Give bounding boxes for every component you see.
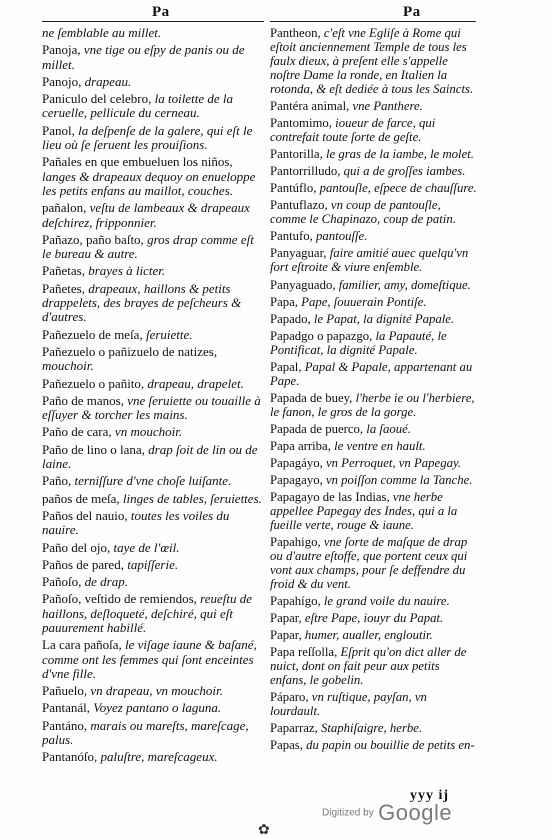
- entry-definition: le Papat, la dignité Papale.: [313, 311, 455, 326]
- entry-headword: Pañezuelo de meſa,: [42, 326, 143, 342]
- signature-mark: yyy ij: [410, 788, 450, 803]
- entry-definition: le ventre en hault.: [334, 438, 426, 453]
- dictionary-entry: [270, 312, 478, 326]
- entry-definition: drap ſoit de lin ou de laine.: [42, 441, 258, 472]
- entry-headword: Pantanóſo,: [42, 749, 98, 765]
- entry-headword: Papa reſſolla,: [270, 645, 338, 660]
- entry-definition: marais ou mareſts, mareſcage, palus.: [42, 717, 249, 748]
- entry-headword: La cara pañoſa,: [42, 637, 122, 653]
- digitized-watermark: [322, 800, 452, 826]
- entry-headword: Papa arriba,: [270, 438, 331, 453]
- entry-headword: paños de meſa,: [42, 490, 120, 506]
- entry-definition: Voyez pantano o laguna.: [93, 700, 222, 716]
- dictionary-entry: [270, 360, 478, 388]
- entry-definition: faire amitié auec quelqu'vn fort eſtroite & viure enſemble.: [270, 246, 469, 275]
- entry-definition: la deſpenſe de la galere, qui eſt le lieu où ſe ſeruent les prouiſions.: [42, 122, 253, 153]
- entry-headword: Pañezuelo o pañizuelo de natizes,: [42, 343, 218, 359]
- entry-headword: Papahigo,: [270, 535, 321, 549]
- entry-definition: vne Panthere.: [352, 99, 423, 114]
- entry-headword: Paniculo del celebro,: [42, 91, 152, 107]
- dictionary-entry: [42, 719, 264, 748]
- entry-definition: mouchoir.: [42, 358, 94, 374]
- dictionary-entry: [42, 92, 264, 121]
- dictionary-entry: [42, 492, 264, 506]
- dictionary-entry: [42, 124, 264, 153]
- entry-headword: Papagayo de las Indias,: [270, 489, 390, 504]
- running-header-right: Pa: [403, 4, 421, 20]
- entry-definition: vn poiſſon comme la Tanche.: [325, 472, 473, 487]
- dictionary-entry: [270, 147, 478, 161]
- entry-definition: vne tige ou eſpy de panis ou de millet.: [42, 42, 245, 72]
- entry-headword: Pañetas,: [42, 263, 85, 279]
- entry-definition: brayes à licter.: [88, 263, 166, 279]
- entry-headword: Paño de lino o lana,: [42, 441, 145, 457]
- dictionary-entry: [270, 391, 478, 419]
- entry-definition: la ſaoué.: [366, 421, 411, 436]
- entry-definition: toutes les voiles du nauire.: [42, 507, 230, 538]
- watermark-prefix: Digitized by: [322, 807, 374, 819]
- dictionary-entry: [42, 558, 264, 572]
- entry-definition: vn drapeau, vn mouchoir.: [90, 683, 223, 699]
- entry-definition: vne herbe appellee Papegay des Indes, qui a la fueille verte, rouge & iaune.: [270, 489, 458, 532]
- dictionary-entry: [270, 164, 478, 178]
- entry-headword: Pañezuelo o pañito,: [42, 375, 145, 391]
- entry-headword: Pañuelo,: [42, 683, 88, 699]
- entry-headword: Pañoſo,: [42, 574, 82, 590]
- dictionary-entry: [270, 198, 478, 226]
- entry-headword: Paños de pared,: [42, 556, 124, 572]
- entry-headword: Pantorilla,: [270, 147, 323, 162]
- entry-headword: Paño de manos,: [42, 392, 124, 408]
- dictionary-entry: [270, 721, 478, 735]
- dictionary-entry: [42, 638, 264, 681]
- entry-headword: Papar,: [270, 611, 302, 626]
- dictionary-entry: [270, 422, 478, 436]
- header-rule-right: [270, 21, 476, 22]
- dictionary-entry: [42, 264, 264, 278]
- entry-headword: Pañoſo, veſtido de remiendos,: [42, 591, 197, 607]
- entry-definition: la Papauté, le Pontificat, la dignité Papale.: [270, 328, 447, 357]
- dictionary-entry: [270, 295, 478, 309]
- entry-headword: Pantanál,: [42, 700, 91, 716]
- entry-headword: Panyaguar,: [270, 246, 327, 261]
- dictionary-entry: [270, 246, 478, 274]
- google-logo: Google: [378, 800, 453, 825]
- dictionary-entry: [270, 181, 478, 195]
- entry-headword: Paños del nauio,: [42, 507, 128, 523]
- entry-definition: Papal & Papale, appartenant au Pape.: [270, 359, 473, 388]
- entry-headword: Panojo,: [42, 73, 82, 89]
- entry-definition: terniſſure d'vne choſe luiſante.: [74, 473, 232, 489]
- entry-definition: du papin ou bouillie de petits en-: [306, 738, 475, 753]
- entry-headword: Paño del ojo,: [42, 539, 111, 555]
- dictionary-entry: [42, 701, 264, 715]
- entry-headword: pañalon,: [42, 200, 87, 216]
- dictionary-entry: [270, 99, 478, 113]
- entry-definition: vn Perroquet, vn Papegay.: [325, 455, 462, 470]
- entry-headword: Paño,: [42, 473, 72, 489]
- dictionary-entry: [270, 456, 478, 470]
- dictionary-entry: [270, 611, 478, 625]
- entry-definition: langes & drapeaux dequoy on enueloppe les petits enfans au maillot, couches.: [42, 168, 256, 198]
- left-column: [42, 26, 264, 768]
- dictionary-entry: [42, 43, 264, 72]
- entry-headword: Pantúflo,: [270, 181, 317, 196]
- entry-headword: Páparo,: [270, 690, 309, 705]
- entry-headword: Panol,: [42, 122, 75, 138]
- dictionary-entry: [42, 750, 264, 764]
- entry-headword: Pantomimo,: [270, 116, 332, 131]
- entry-headword: Panyaguado,: [270, 277, 336, 292]
- entry-definition: Staphiſaigre, herbe.: [320, 721, 423, 736]
- entry-definition: drapeau.: [84, 73, 132, 89]
- entry-headword: Pañazo, paño baſto,: [42, 231, 144, 247]
- entry-definition: vn ruſtique, payſan, vn lourdault.: [270, 690, 427, 719]
- dictionary-entry: [42, 394, 264, 423]
- dictionary-entry: [42, 592, 264, 635]
- entry-definition: pantouſſe.: [316, 229, 368, 244]
- dictionary-entry: [270, 645, 478, 687]
- dictionary-entry: [42, 155, 264, 198]
- dictionary-entry: [42, 474, 264, 488]
- entry-definition: ioueur de farce, qui contrefait toute ſorte de geſte.: [270, 116, 436, 145]
- entry-definition: paluſtre, mareſcageux.: [100, 749, 218, 765]
- entry-headword: Papado,: [270, 311, 311, 326]
- dictionary-entry: [270, 690, 478, 718]
- entry-definition: familier, amy, domeſtique.: [338, 277, 471, 292]
- entry-headword: Pantufo,: [270, 229, 313, 244]
- entry-definition: de drap.: [84, 574, 128, 590]
- entry-headword: Panoja,: [42, 42, 81, 58]
- entry-headword: Papal,: [270, 359, 302, 374]
- entry-definition: humer, aualler, engloutir.: [304, 628, 433, 643]
- entry-headword: Papa,: [270, 294, 298, 309]
- dictionary-entry: [42, 201, 264, 230]
- running-header-left: Pa: [152, 4, 170, 20]
- entry-definition: gros drap comme eſt le bureau & autre.: [42, 231, 254, 262]
- dictionary-entry: [42, 328, 264, 342]
- entry-headword: Paño de cara,: [42, 424, 112, 440]
- dictionary-entry: [270, 535, 478, 591]
- entry-definition: vne ſeruiette ou touaille à eſſuyer & torcher les mains.: [42, 392, 261, 423]
- entry-headword: Pantuflazo,: [270, 198, 328, 213]
- dictionary-entry: [42, 509, 264, 538]
- entry-definition: eſtre Pape, iouyr du Papat.: [304, 611, 444, 626]
- entry-headword: Pantheon,: [270, 26, 321, 40]
- dictionary-entry: [270, 738, 478, 752]
- entry-definition: le grand voile du nauire.: [323, 594, 450, 609]
- entry-definition: taye de l'œil.: [113, 539, 180, 555]
- dictionary-entry: [270, 329, 478, 357]
- entry-headword: Papada de puerco,: [270, 421, 364, 436]
- dictionary-entry: [270, 594, 478, 608]
- entry-definition: ne ſemblable au millet.: [42, 25, 162, 40]
- entry-headword: Papagáyo,: [270, 455, 323, 470]
- entry-definition: Pape, ſouuerain Pontiſe.: [301, 294, 427, 309]
- entry-definition: drapeau, drapelet.: [147, 375, 244, 391]
- dictionary-entry: [42, 377, 264, 391]
- entry-headword: Pantéra animal,: [270, 99, 350, 114]
- entry-headword: Papar,: [270, 628, 302, 643]
- dictionary-entry: [270, 439, 478, 453]
- entry-definition: vne ſorte de maſque de drap ou d'autre eſtoffe, que portent ceux qui vont aux champs, pour ſe deffendre du froid & du vent.: [270, 535, 468, 592]
- header-rule-left: [42, 21, 264, 22]
- ornament-mark: ✿: [258, 823, 270, 838]
- dictionary-entry: [42, 425, 264, 439]
- entry-definition: drapeaux, haillons & petits drappelets, des brayes de peſcheurs & d'autres.: [42, 280, 242, 325]
- entry-definition: pantouſle, eſpece de chauſſure.: [319, 181, 477, 196]
- dictionary-entry: [42, 75, 264, 89]
- dictionary-entry: [42, 443, 264, 472]
- entry-definition: c'eſt vne Egliſe à Rome qui eſtoit anciennement Temple de tous les faulx dieux, à preſent elle s'appelle noſtre Dame la ronde, en Italien la rotonda, & eſt dediée à tous les Saincts.: [270, 26, 474, 97]
- dictionary-entry: [42, 541, 264, 555]
- entry-headword: Pañetes,: [42, 280, 85, 296]
- entry-definition: l'herbe ie ou l'herbiere, le fanon, le gros de la gorge.: [270, 390, 475, 419]
- entry-headword: Papahígo,: [270, 594, 321, 609]
- entry-definition: la toilette de la ceruelle, pellicule du cerneau.: [42, 91, 233, 121]
- entry-headword: Papadgo o papazgo,: [270, 328, 373, 343]
- entry-headword: Papada de buey,: [270, 390, 353, 405]
- entry-headword: Pantáno,: [42, 717, 88, 733]
- dictionary-entry: [42, 684, 264, 698]
- entry-definition: le viſage iaune & baſané, comme ont les femmes qui ſont enceintes d'vne fille.: [42, 637, 257, 681]
- entry-definition: vn mouchoir.: [114, 424, 183, 440]
- right-column: [270, 26, 478, 755]
- dictionary-entry: [270, 628, 478, 642]
- dictionary-entry: [270, 229, 478, 243]
- entry-definition: Eſprit qu'on dict aller de nuict, dont on fait peur aux petits enfans, le gobelin.: [270, 645, 467, 688]
- dictionary-entry: [270, 116, 478, 144]
- entry-definition: reueſtu de haillons, deſloqueté, deſchiré, qui eſt pauurement habillé.: [42, 591, 253, 635]
- dictionary-entry: [42, 345, 264, 374]
- entry-definition: linges de tables, ſeruiettes.: [122, 490, 262, 506]
- dictionary-entry: [270, 473, 478, 487]
- dictionary-entry: [42, 575, 264, 589]
- entry-definition: veſtu de lambeaux & drapeaux deſchirez, fripponnier.: [42, 200, 250, 230]
- entry-headword: Paparraz,: [270, 721, 318, 736]
- entry-definition: tapiſſerie.: [127, 556, 179, 572]
- dictionary-entry: [270, 490, 478, 532]
- entry-definition: le gras de la iambe, le molet.: [325, 147, 474, 162]
- dictionary-entry: [270, 278, 478, 292]
- dictionary-entry: [270, 26, 478, 96]
- entry-definition: vn coup de pantouſle, comme le Chapinazo, coup de patin.: [270, 198, 456, 227]
- entry-definition: qui a de groſſes iambes.: [343, 164, 466, 179]
- entry-headword: Pantorrilludo,: [270, 164, 341, 179]
- entry-headword: Pañales en que embueluen los niños,: [42, 154, 233, 170]
- dictionary-entry: [42, 26, 264, 40]
- dictionary-entry: [42, 233, 264, 262]
- entry-headword: Papagayo,: [270, 472, 323, 487]
- entry-headword: Papas,: [270, 738, 303, 753]
- entry-definition: ſeruiette.: [145, 326, 193, 342]
- dictionary-entry: [42, 282, 264, 325]
